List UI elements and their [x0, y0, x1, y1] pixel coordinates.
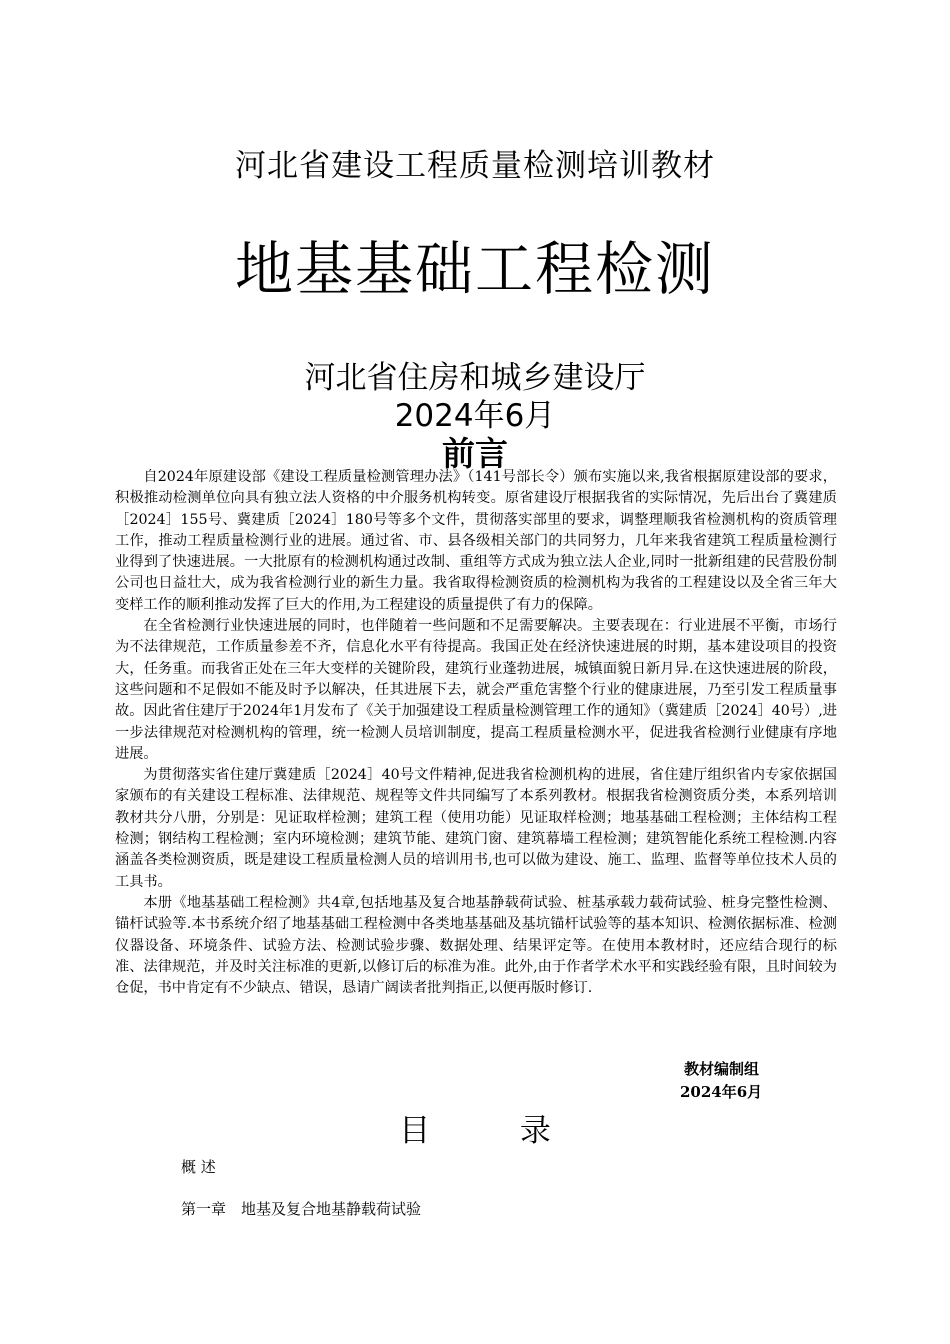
preface-paragraph: 自2024年原建设部《建设工程质量检测管理办法》（141号部长令）颁布实施以来,我省根据原建设部的要求，积极推动检测单位向具有独立法人资格的中介服务机构转变。原省建设厅根据我省的实际情况，先后出台了冀建质［2024］155号、冀建质［2024］180号等多个文件，贯彻落实部里的要求，调整理顺我省检测机构的资质管理工作，推动工程质量检测行业的进展。通过省、市、县各级相关部门的共同努力，几年来我省建筑工程质量检测行业得到了快速进展。一大批原有的检测机构通过改制、重组等方式成为独立法人企业,同时一批新组建的民营股份制公司也日益壮大，成为我省检测行业的新生力量。我省取得检测资质的检测机构为我省的工程建设以及全省三年大变样工作的顺利推动发挥了巨大的作用,为工程建设的质量提供了有力的保障。: [115, 469, 837, 613]
signature-org: 教材编制组: [684, 1060, 760, 1078]
toc-heading: 目 录: [399, 1113, 551, 1149]
toc-item[interactable]: 概 述: [181, 1158, 216, 1176]
publisher: 河北省住房和城乡建设厅: [304, 360, 646, 396]
preface-heading: 前言: [442, 434, 508, 473]
signature-date: 2024年6月: [680, 1083, 763, 1101]
book-title: 地基基础工程检测: [234, 235, 715, 303]
preface-body: [115, 467, 837, 999]
preface-paragraph: 在全省检测行业快速进展的同时，也伴随着一些问题和不足需要解决。主要表现在：行业进展不平衡，市场行为不法律规范，工作质量参差不齐，信息化水平有待提高。我国正处在经济快速进展的时期，基本建设项目的投资大，任务重。而我省正处在三年大变样的关键阶段，建筑行业蓬勃进展，城镇面貌日新月异.在这快速进展的阶段，这些问题和不足假如不能及时予以解决，任其进展下去，就会严重危害整个行业的健康进展，乃至引发工程质量事故。因此省住建厅于2024年1月发布了《关于加强建设工程质量检测管理工作的通知》（冀建质［2024］40号）,进一步法律规范对检测机构的管理，统一检测人员培训制度，提高工程质量检测水平，促进我省检测行业健康有序地进展。: [115, 618, 837, 762]
series-title: 河北省建设工程质量检测培训教材: [235, 148, 715, 184]
preface-paragraph: 为贯彻落实省住建厅冀建质［2024］40号文件精神,促进我省检测机构的进展，省住建厅组织省内专家依据国家颁布的有关建设工程标准、法律规范、规程等文件共同编写了本系列教材。根据我省检测资质分类，本系列培训教材共分八册，分别是：见证取样检测；建筑工程（使用功能）见证取样检测；地基基础工程检测；主体结构工程检测；钢结构工程检测；室内环境检测；建筑节能、建筑门窗、建筑幕墙工程检测；建筑智能化系统工程检测.内容涵盖各类检测资质，既是建设工程质量检测人员的培训用书,也可以做为建设、施工、监理、监督等单位技术人员的工具书。: [115, 767, 837, 890]
preface-paragraph: 本册《地基基础工程检测》共4章,包括地基及复合地基静载荷试验、桩基承载力载荷试验、桩身完整性检测、锚杆试验等.本书系统介绍了地基基础工程检测中各类地基基础及基坑锚杆试验等的基本知识、检测依据标准、检测仪器设备、环境条件、试验方法、检测试验步骤、数据处理、结果评定等。在使用本教材时，还应结合现行的标准、法律规范，并及时关注标准的更新,以修订后的标准为准。此外,由于作者学术水平和实践经验有限，且时间较为仓促，书中肯定有不少缺点、错误，恳请广阔读者批判指正,以便再版时修订.: [115, 894, 837, 997]
toc-list: [181, 1154, 421, 1238]
publication-date: 2024年6月: [394, 398, 556, 434]
toc-item[interactable]: 第一章 地基及复合地基静载荷试验: [181, 1200, 422, 1218]
